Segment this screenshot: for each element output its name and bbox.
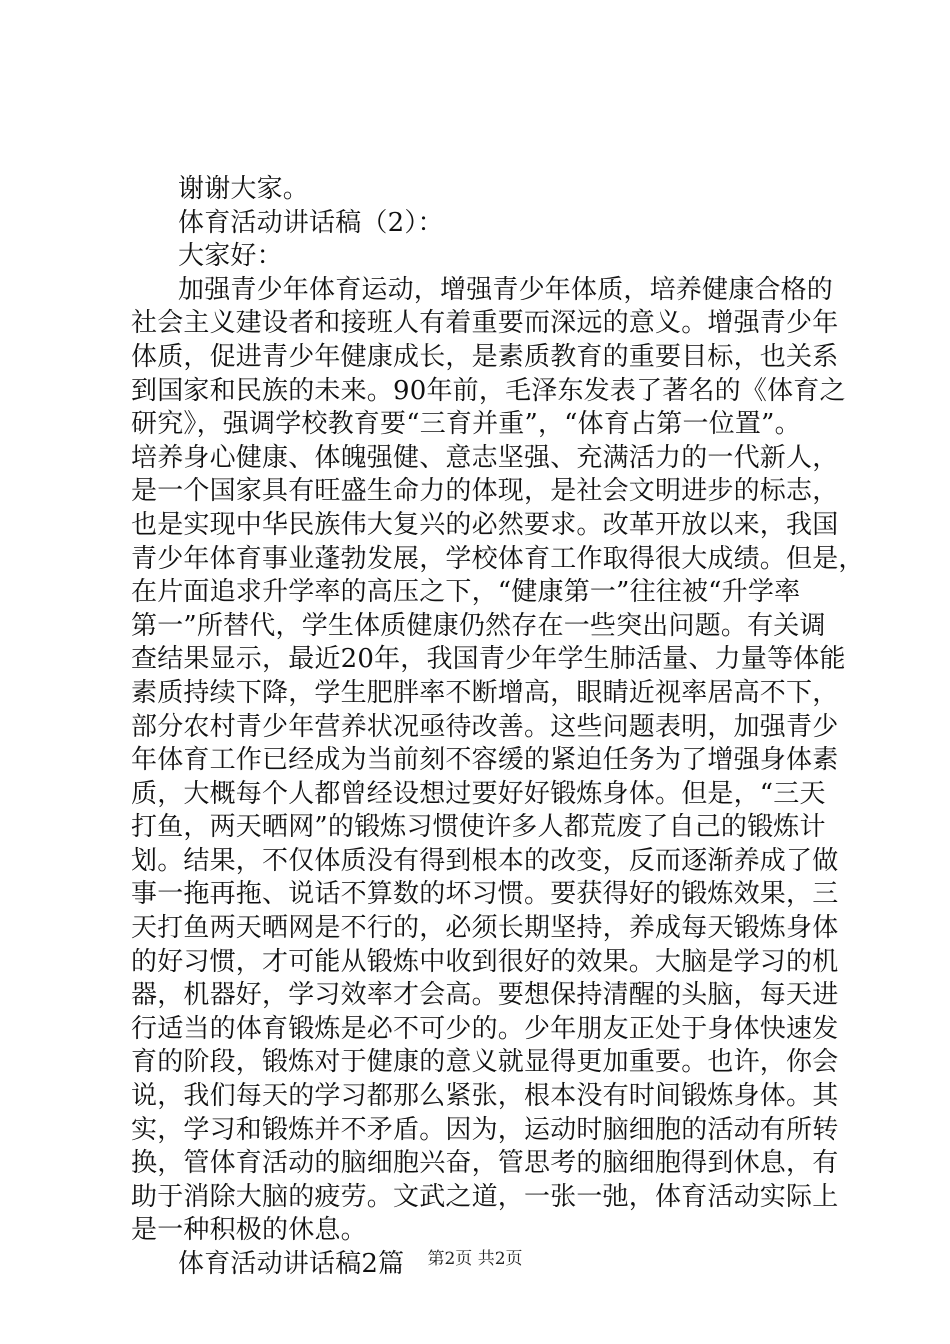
paragraph-line: 加强青少年体育运动，增强青少年体质，培养健康合格的 <box>178 274 834 305</box>
paragraph-line: 行适当的体育锻炼是必不可少的。少年朋友正处于身体快速发 <box>131 1013 839 1044</box>
speech-paragraph <box>131 274 865 1248</box>
paragraph-line: 研究》，强调学校教育要“三育并重”，“体育占第一位置”。 <box>131 409 801 440</box>
paragraph-line: 育的阶段，锻炼对于健康的意义就显得更加重要。也许，你会 <box>131 1047 839 1078</box>
paragraph-line: 第一”所替代，学生体质健康仍然存在一些突出问题。有关调 <box>131 610 826 641</box>
paragraph-line: 部分农村青少年营养状况亟待改善。这些问题表明，加强青少 <box>131 711 839 742</box>
paragraph-line: 是一个国家具有旺盛生命力的体现，是社会文明进步的标志， <box>131 476 839 507</box>
intro-line: 谢谢大家。 <box>178 174 310 204</box>
paragraph-line: 质，大概每个人都曾经设想过要好好锻炼身体。但是，“三天 <box>131 778 826 809</box>
paragraph-line: 事一拖再拖、说话不算数的坏习惯。要获得好的锻炼效果，三 <box>131 879 839 910</box>
paragraph-line: 社会主义建设者和接班人有着重要而深远的意义。增强青少年 <box>131 308 839 339</box>
paragraph-line: 助于消除大脑的疲劳。文武之道，一张一弛，体育活动实际上 <box>131 1181 839 1212</box>
paragraph-line: 的好习惯，才可能从锻炼中收到很好的效果。大脑是学习的机 <box>131 946 839 977</box>
closing-title: 体育活动讲话稿2篇 <box>178 1249 405 1279</box>
paragraph-line: 年体育工作已经成为当前刻不容缓的紧迫任务为了增强身体素 <box>131 745 839 776</box>
paragraph-line: 青少年体育事业蓬勃发展，学校体育工作取得很大成绩。但是， <box>131 543 865 574</box>
paragraph-line: 体质，促进青少年健康成长，是素质教育的重要目标，也关系 <box>131 341 839 372</box>
paragraph-line: 也是实现中华民族伟大复兴的必然要求。改革开放以来，我国 <box>131 509 839 540</box>
paragraph-line: 素质持续下降，学生肥胖率不断增高，眼睛近视率居高不下， <box>131 677 839 708</box>
section-heading: 体育活动讲话稿（2）： <box>178 207 444 238</box>
paragraph-line: 到国家和民族的未来。90年前，毛泽东发表了著名的《体育之 <box>131 375 846 406</box>
paragraph-line: 说，我们每天的学习都那么紧张，根本没有时间锻炼身体。其 <box>131 1081 839 1112</box>
paragraph-line: 是一种积极的休息。 <box>131 1215 367 1246</box>
greeting-line: 大家好： <box>178 241 283 272</box>
document-body <box>131 173 865 1282</box>
paragraph-line: 在片面追求升学率的高压之下，“健康第一”往往被“升学率 <box>131 577 801 608</box>
paragraph-line: 实，学习和锻炼并不矛盾。因为，运动时脑细胞的活动有所转 <box>131 1114 839 1145</box>
paragraph-line: 打鱼，两天晒网”的锻炼习惯使许多人都荒废了自己的锻炼计 <box>131 812 826 843</box>
paragraph-line: 查结果显示，最近20年，我国青少年学生肺活量、力量等体能 <box>131 644 846 675</box>
paragraph-line: 天打鱼两天晒网是不行的，必须长期坚持，养成每天锻炼身体 <box>131 913 839 944</box>
page-number-footer: 第2页 共2页 <box>427 1249 523 1269</box>
paragraph-line: 器，机器好，学习效率才会高。要想保持清醒的头脑，每天进 <box>131 980 839 1011</box>
paragraph-line: 划。结果，不仅体质没有得到根本的改变，反而逐渐养成了做 <box>131 845 839 876</box>
paragraph-line: 培养身心健康、体魄强健、意志坚强、充满活力的一代新人， <box>131 442 839 473</box>
paragraph-line: 换，管体育活动的脑细胞兴奋，管思考的脑细胞得到休息，有 <box>131 1148 839 1179</box>
